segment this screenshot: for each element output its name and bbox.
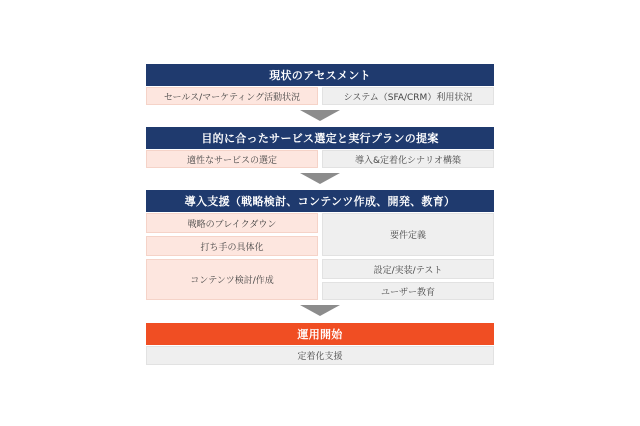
step-4-header: 運用開始	[146, 323, 494, 345]
step-1-left-cell: セールス/マーケティング活動状況	[146, 87, 318, 105]
step-3-right-cell-2: 設定/実装/テスト	[322, 259, 494, 279]
step-2-left-cell: 適性なサービスの選定	[146, 150, 318, 168]
down-arrow-1	[300, 110, 340, 121]
step-3-right-cell-1: 要件定義	[322, 213, 494, 256]
step-1-header: 現状のアセスメント	[146, 64, 494, 86]
step-3-left-cell-1: 戦略のブレイクダウン	[146, 213, 318, 233]
step-2-header: 目的に合ったサービス選定と実行プランの提案	[146, 127, 494, 149]
step-3-left-cell-2: 打ち手の具体化	[146, 236, 318, 256]
down-arrow-3	[300, 305, 340, 316]
step-4-sub-cell: 定着化支援	[146, 346, 494, 365]
step-1-right-cell: システム（SFA/CRM）利用状況	[322, 87, 494, 105]
step-2-right-cell: 導入&定着化シナリオ構築	[322, 150, 494, 168]
step-3-right-cell-3: ユーザー教育	[322, 282, 494, 300]
step-3-left-cell-3: コンテンツ検討/作成	[146, 259, 318, 300]
step-3-header: 導入支援（戦略検討、コンテンツ作成、開発、教育）	[146, 190, 494, 212]
down-arrow-2	[300, 173, 340, 184]
